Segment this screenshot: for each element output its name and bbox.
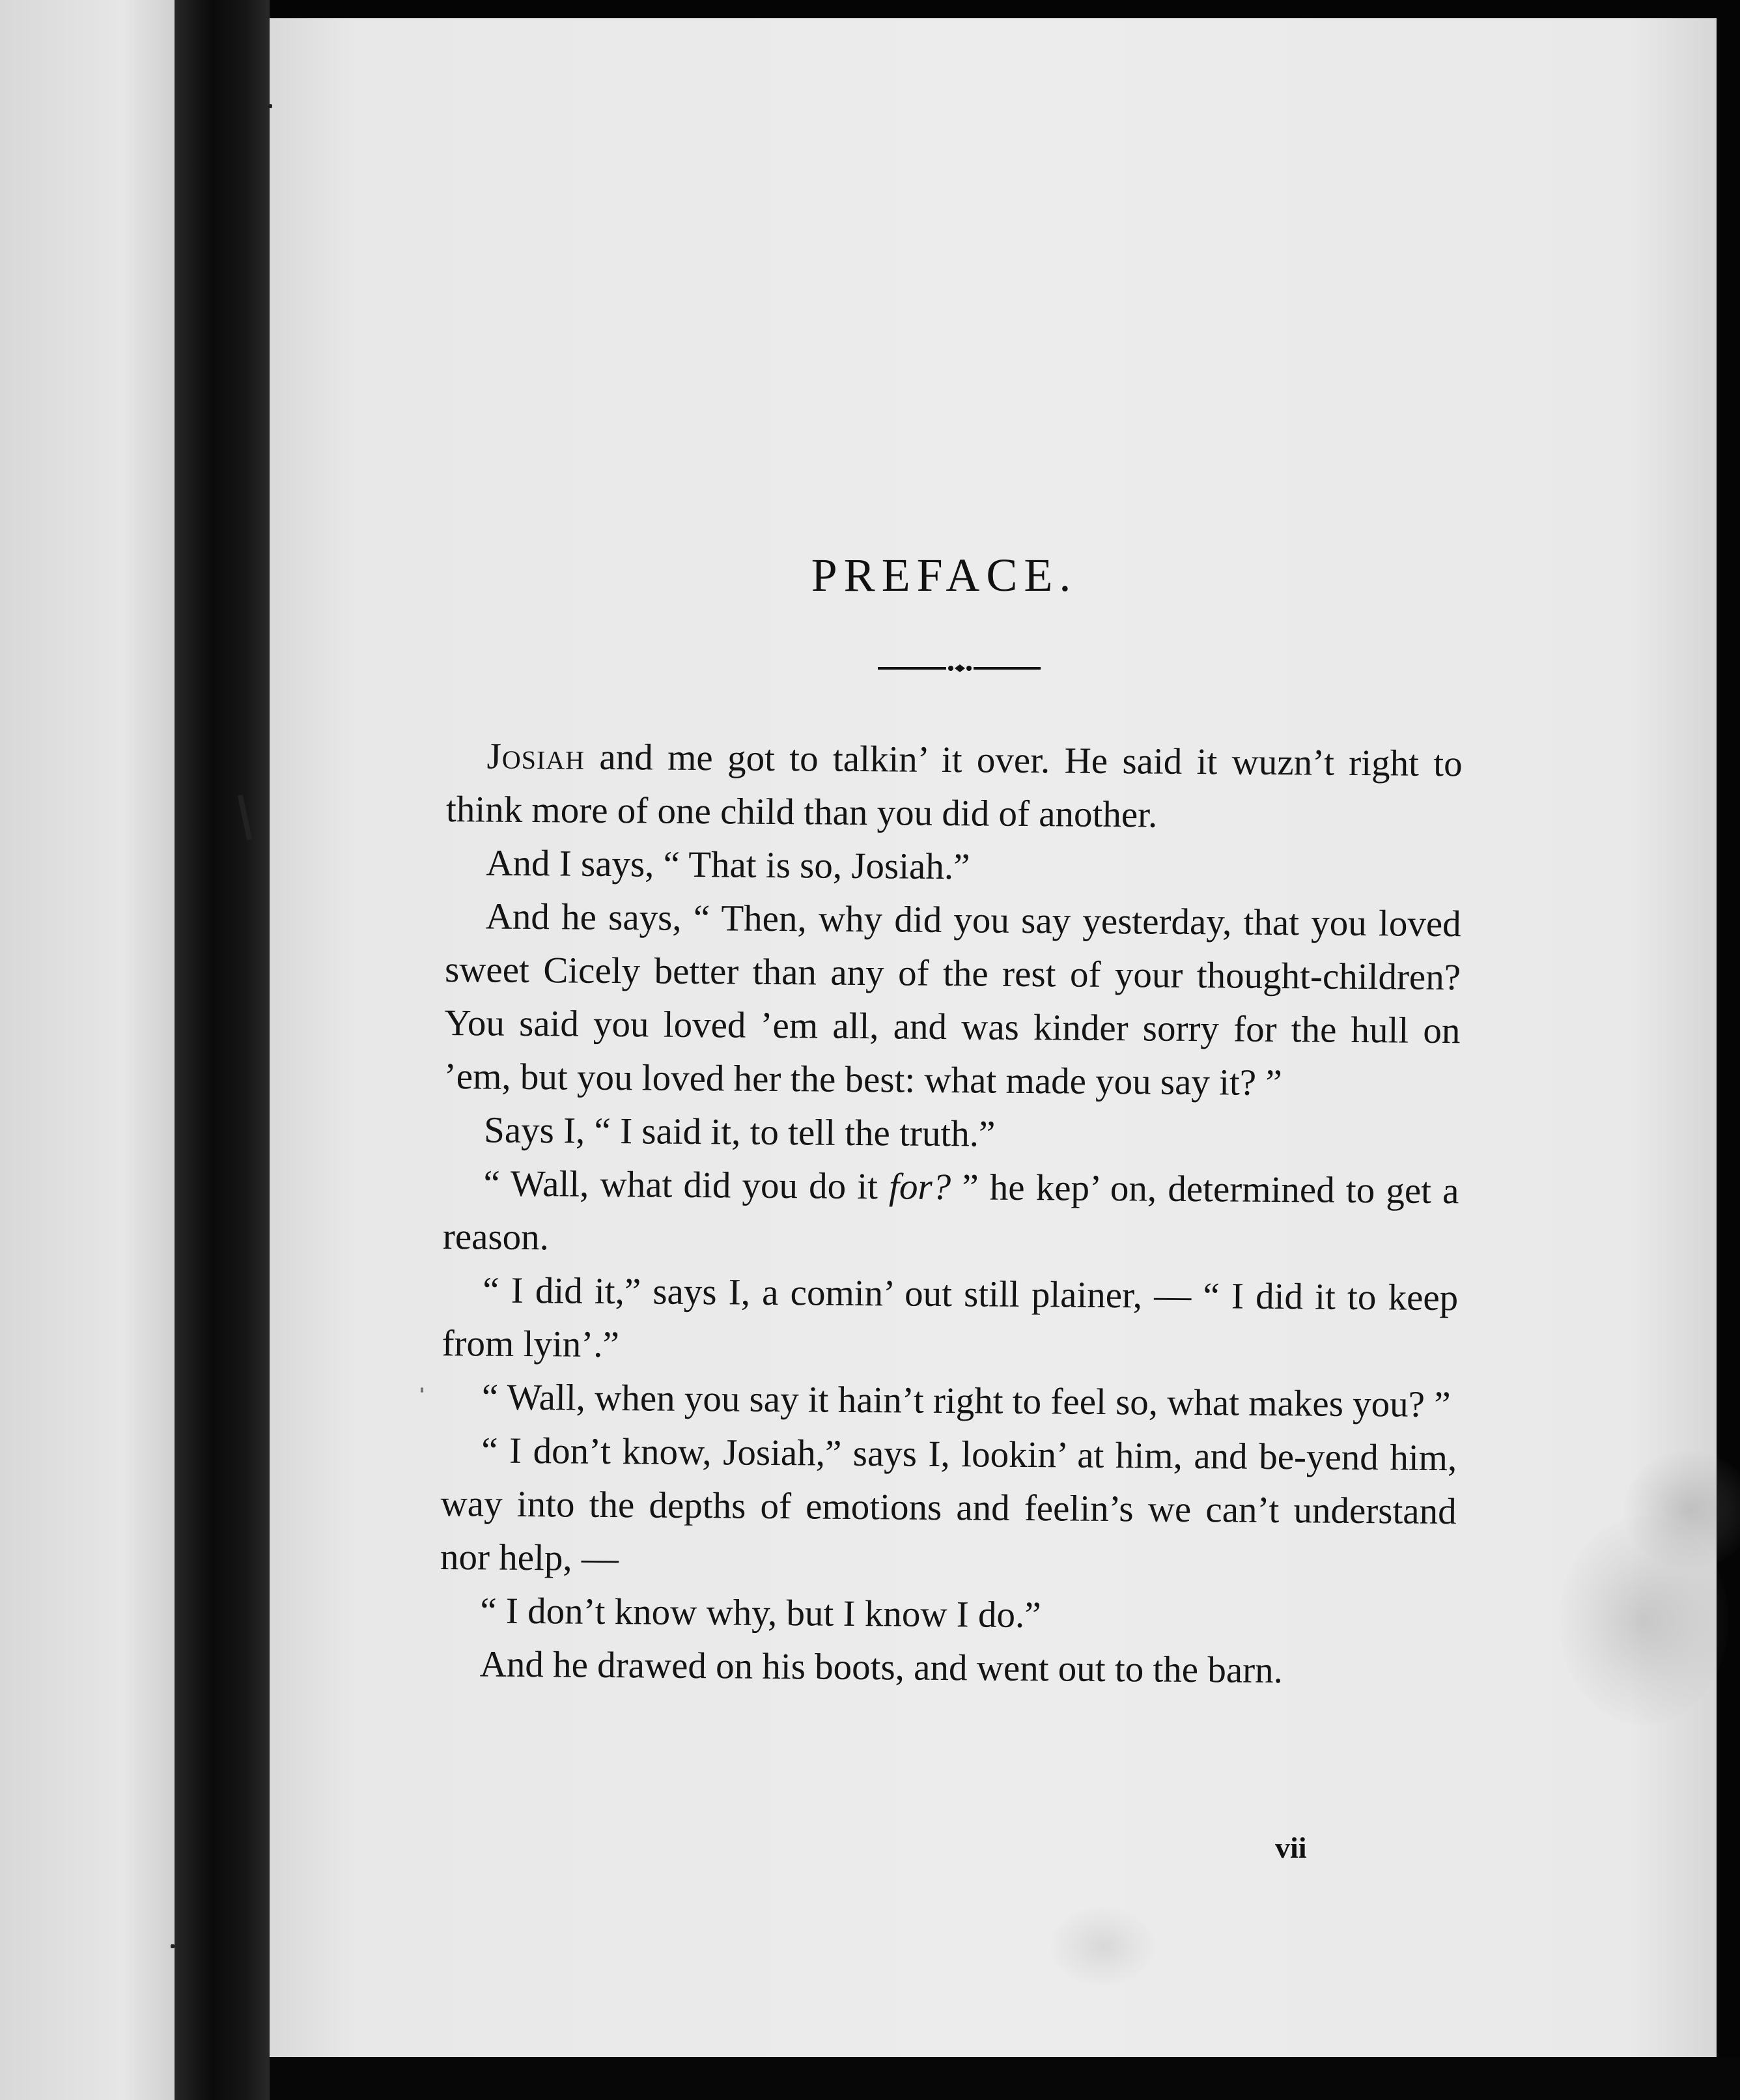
paragraph xyxy=(443,890,1461,1111)
page-number: vii xyxy=(1275,1831,1307,1864)
paragraph-text: “ I did it,” says I, a comin’ out still plainer, — “ I did it to keep from lyin’.” xyxy=(442,1270,1459,1366)
paragraph xyxy=(445,836,1462,898)
paragraph xyxy=(442,1264,1458,1378)
paragraph-text: “ I don’t know why, but I know I do.” xyxy=(480,1590,1041,1636)
paragraph xyxy=(442,1370,1458,1432)
italic-emphasis: for? xyxy=(888,1166,951,1208)
page-title: PREFACE. xyxy=(811,549,1078,601)
paragraph-text: Says I, “ I said it, to tell the truth.” xyxy=(483,1109,996,1155)
paragraph-text: “ Wall, what did you do it xyxy=(483,1163,890,1208)
paragraph-text: and me got to talkin’ it over. He said it wuzn’t right to think more of one child than you did of another. xyxy=(445,736,1463,836)
paragraph-text: And I says, “ That is so, Josiah.” xyxy=(486,842,970,888)
paragraph xyxy=(443,1157,1459,1271)
page-speck xyxy=(421,1387,423,1393)
page-speck xyxy=(171,1944,175,1948)
book-gutter xyxy=(175,0,270,2100)
preface-text xyxy=(439,730,1463,1699)
paragraph-text: And he says, “ Then, why did you say yesterday, that you loved sweet Cicely better than any of the rest of your thought-children? You said you loved ’em all, and was kinder sorry for the hull on ’em, but you loved her the best: what made you say it? ” xyxy=(443,896,1461,1104)
paragraph-text: ” he kep’ on, determined to get a reason. xyxy=(442,1167,1459,1258)
facing-page-edge xyxy=(0,0,175,2100)
scan-bottom-border xyxy=(270,2057,1740,2100)
paragraph xyxy=(440,1424,1457,1592)
paragraph xyxy=(439,1638,1455,1699)
scan-top-border xyxy=(270,0,1740,18)
paragraph xyxy=(443,1103,1460,1165)
paragraph-text: “ Wall, when you say it hain’t right to feel so, what makes you? ” xyxy=(481,1376,1451,1426)
scan-right-border xyxy=(1717,0,1740,2100)
page-speck xyxy=(268,104,272,108)
paragraph xyxy=(446,730,1463,844)
paragraph-text: And he drawed on his boots, and went out to the barn. xyxy=(479,1643,1284,1692)
paragraph-lead-small-caps: Josiah xyxy=(486,735,585,778)
title-ornament xyxy=(878,655,1041,681)
paragraph xyxy=(440,1584,1456,1645)
paragraph-text: “ I don’t know, Josiah,” says I, lookin’ at him, and be-yend him, way into the depths of emotions and feelin’s we can’t understand nor help, — xyxy=(440,1430,1457,1580)
page-stain xyxy=(1051,1907,1155,1985)
